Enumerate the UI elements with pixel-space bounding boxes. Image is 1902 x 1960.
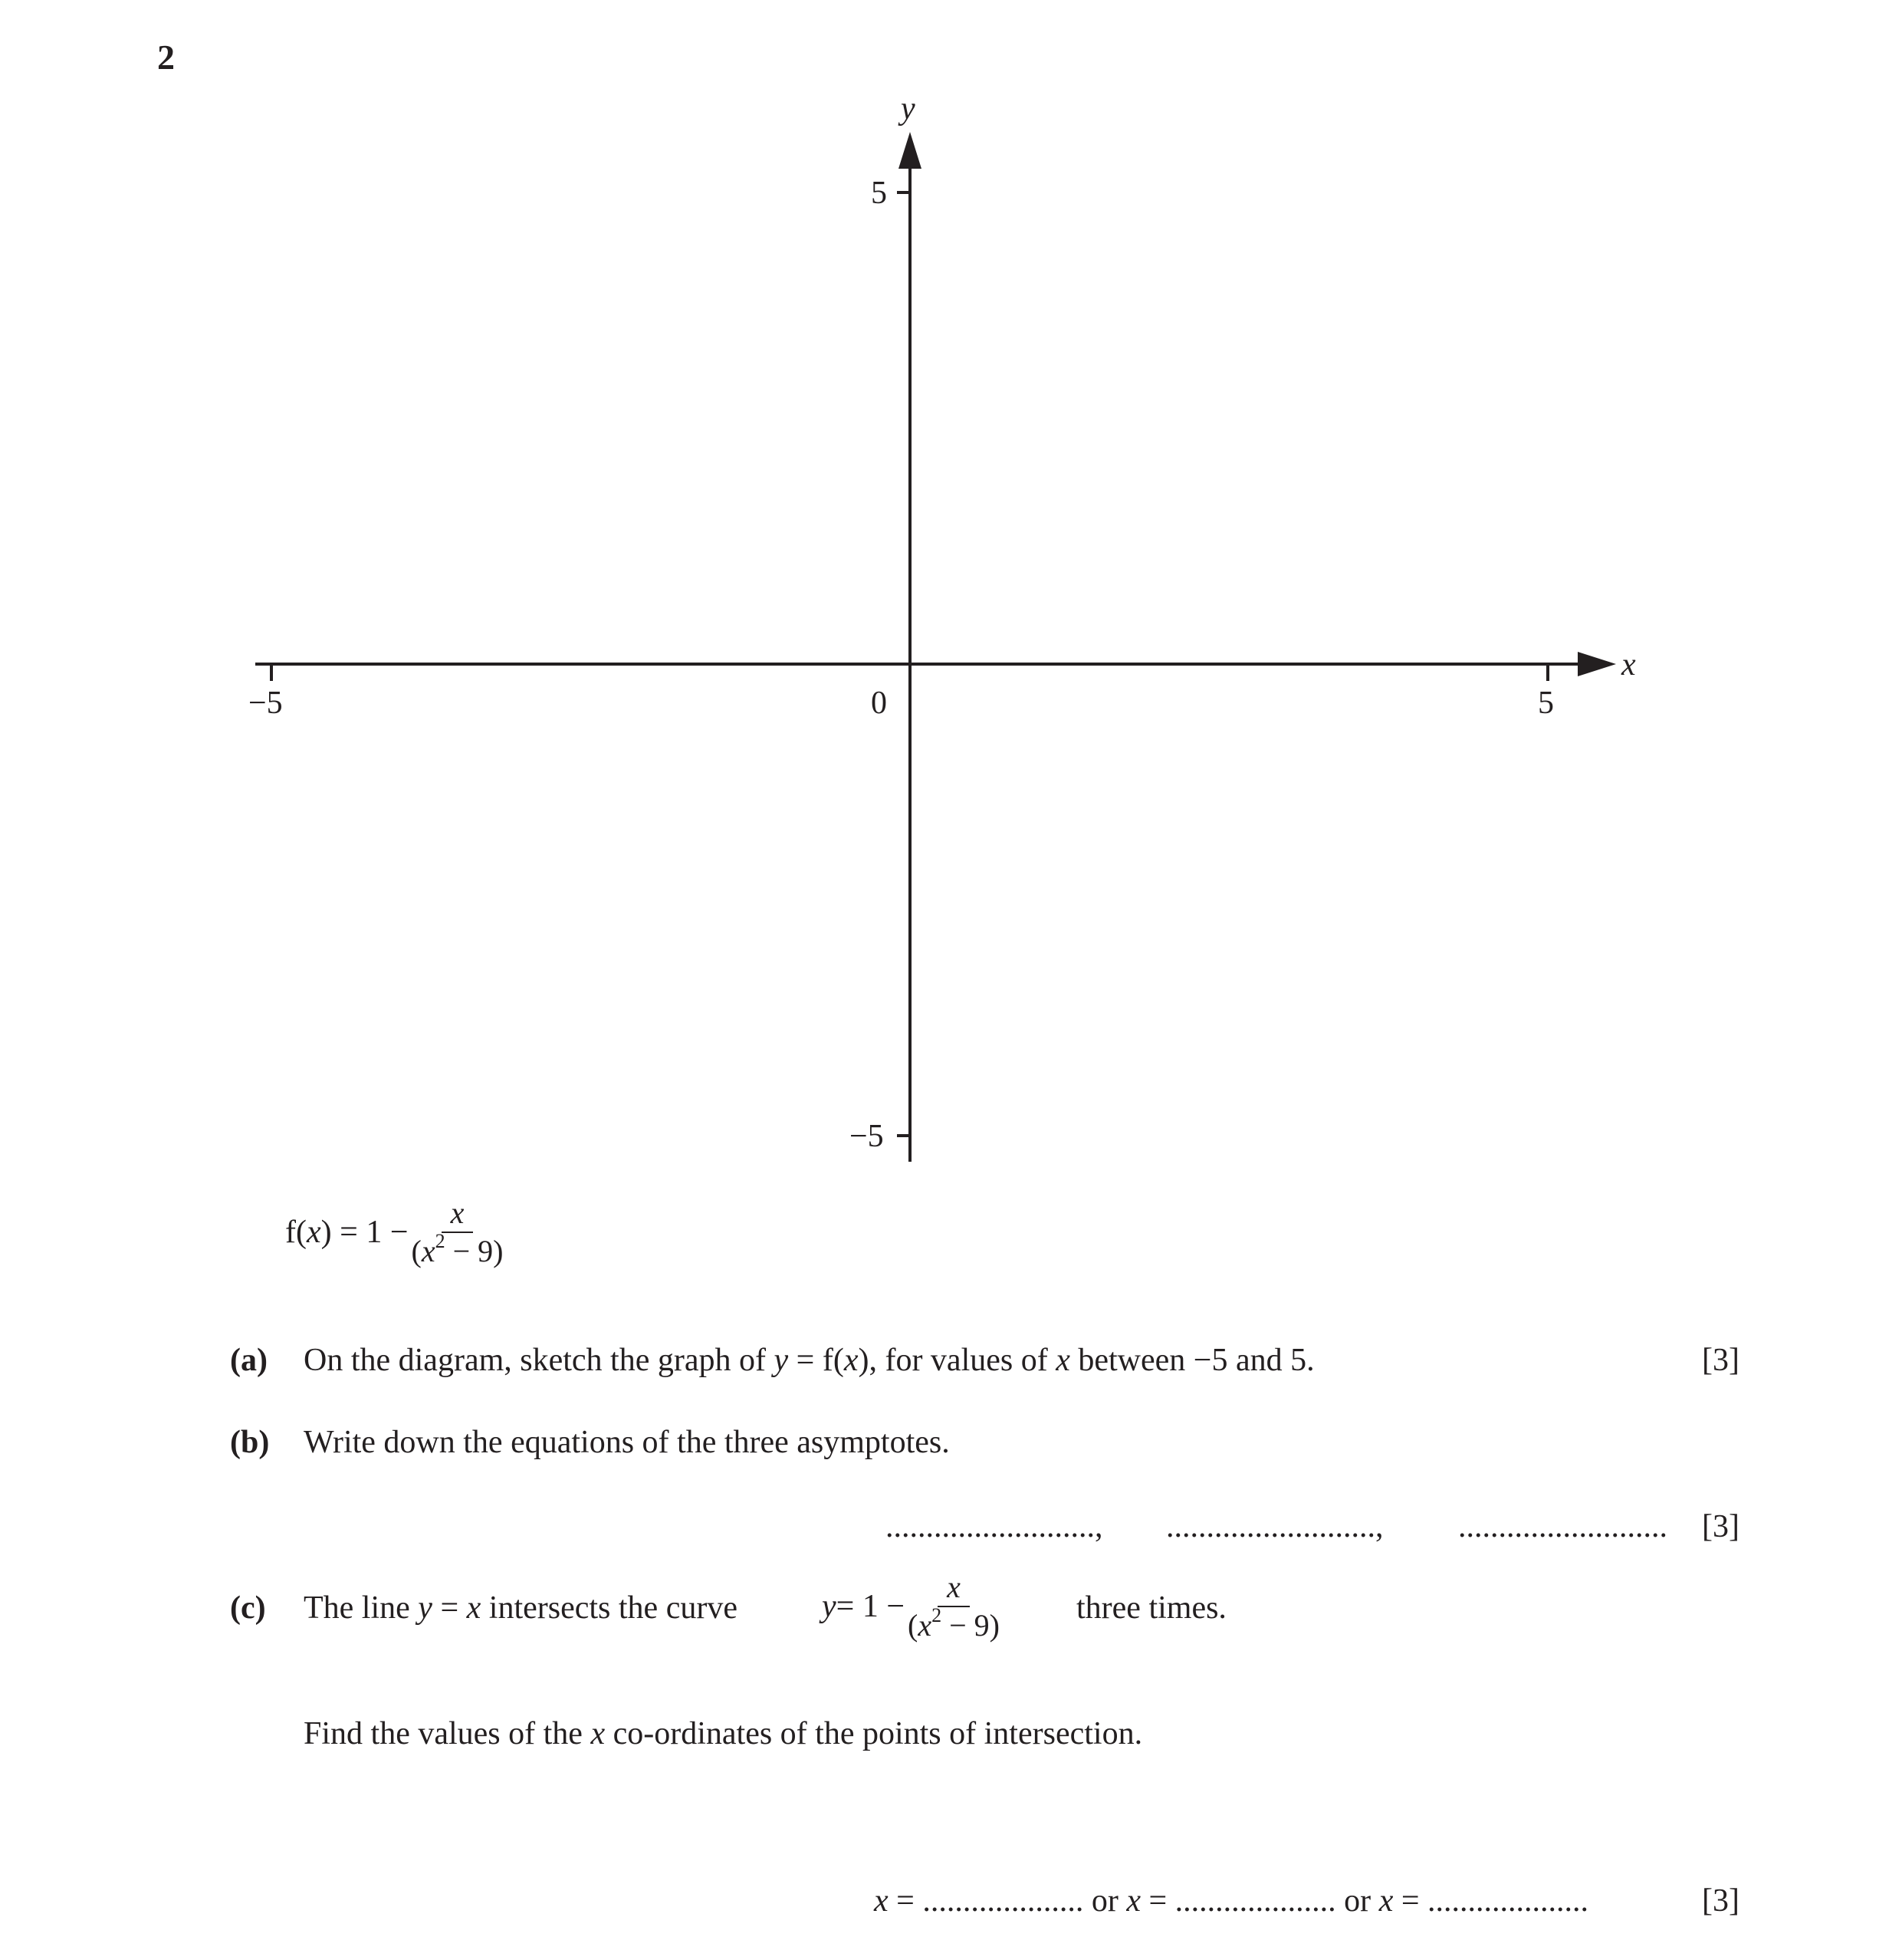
part-b-marks: [3] [1702, 1509, 1739, 1544]
x-axis-arrow-icon [1578, 652, 1616, 676]
part-b-blank-1[interactable]: .........................., [885, 1509, 1103, 1544]
part-c-text-end: three times. [1076, 1590, 1227, 1626]
part-b-blank-2[interactable]: .........................., [1166, 1509, 1384, 1544]
part-c-answer-line[interactable]: x = .................... or x = .................... or x = .................... [874, 1883, 1589, 1919]
part-a-label: (a) [230, 1343, 268, 1378]
part-c-fraction [908, 1572, 1000, 1641]
fx-lhs: f( [285, 1215, 307, 1250]
part-c-denominator: $(x^2 - 9)$ [908, 1604, 1000, 1643]
part-c-instruction: Find the values of the x co-ordinates of the points of intersection. [304, 1716, 1143, 1751]
part-c-marks: [3] [1702, 1883, 1739, 1919]
part-b-label: (b) [230, 1425, 270, 1460]
fx-var: x [306, 1215, 321, 1250]
part-c-text: The line y = x intersects the curve [304, 1590, 737, 1626]
y-tick-label-pos: 5 [871, 176, 887, 211]
x-tick-label-pos: 5 [1538, 686, 1554, 721]
function-definition [285, 1195, 504, 1268]
fx-numerator: x [442, 1198, 474, 1233]
fx-rhs: ) = 1 − [320, 1215, 409, 1250]
part-c-label: (c) [230, 1590, 266, 1626]
y-tick-label-neg: −5 [849, 1119, 884, 1154]
part-b-text: Write down the equations of the three asymptotes. [304, 1425, 950, 1460]
x-axis-label: x [1621, 647, 1636, 682]
question-number: 2 [157, 38, 175, 77]
x-tick-label-neg: −5 [248, 686, 283, 721]
part-c-numerator: x [938, 1572, 970, 1607]
fx-denominator: $(x^2 - 9)$ [411, 1230, 504, 1268]
part-a-marks: [3] [1702, 1343, 1739, 1378]
fx-fraction [411, 1195, 504, 1268]
y-axis-arrow-icon [898, 132, 921, 169]
part-b-blank-3[interactable]: .......................... [1458, 1509, 1667, 1544]
origin-label: 0 [871, 686, 887, 721]
part-c-curve-equation: y = 1 − $\frac{x}{(x^2 - 9)}$ [822, 1570, 1000, 1643]
y-axis-label: y [901, 91, 915, 127]
part-a-text: On the diagram, sketch the graph of y = f(x), for values of x between −5 and 5. [304, 1343, 1315, 1378]
